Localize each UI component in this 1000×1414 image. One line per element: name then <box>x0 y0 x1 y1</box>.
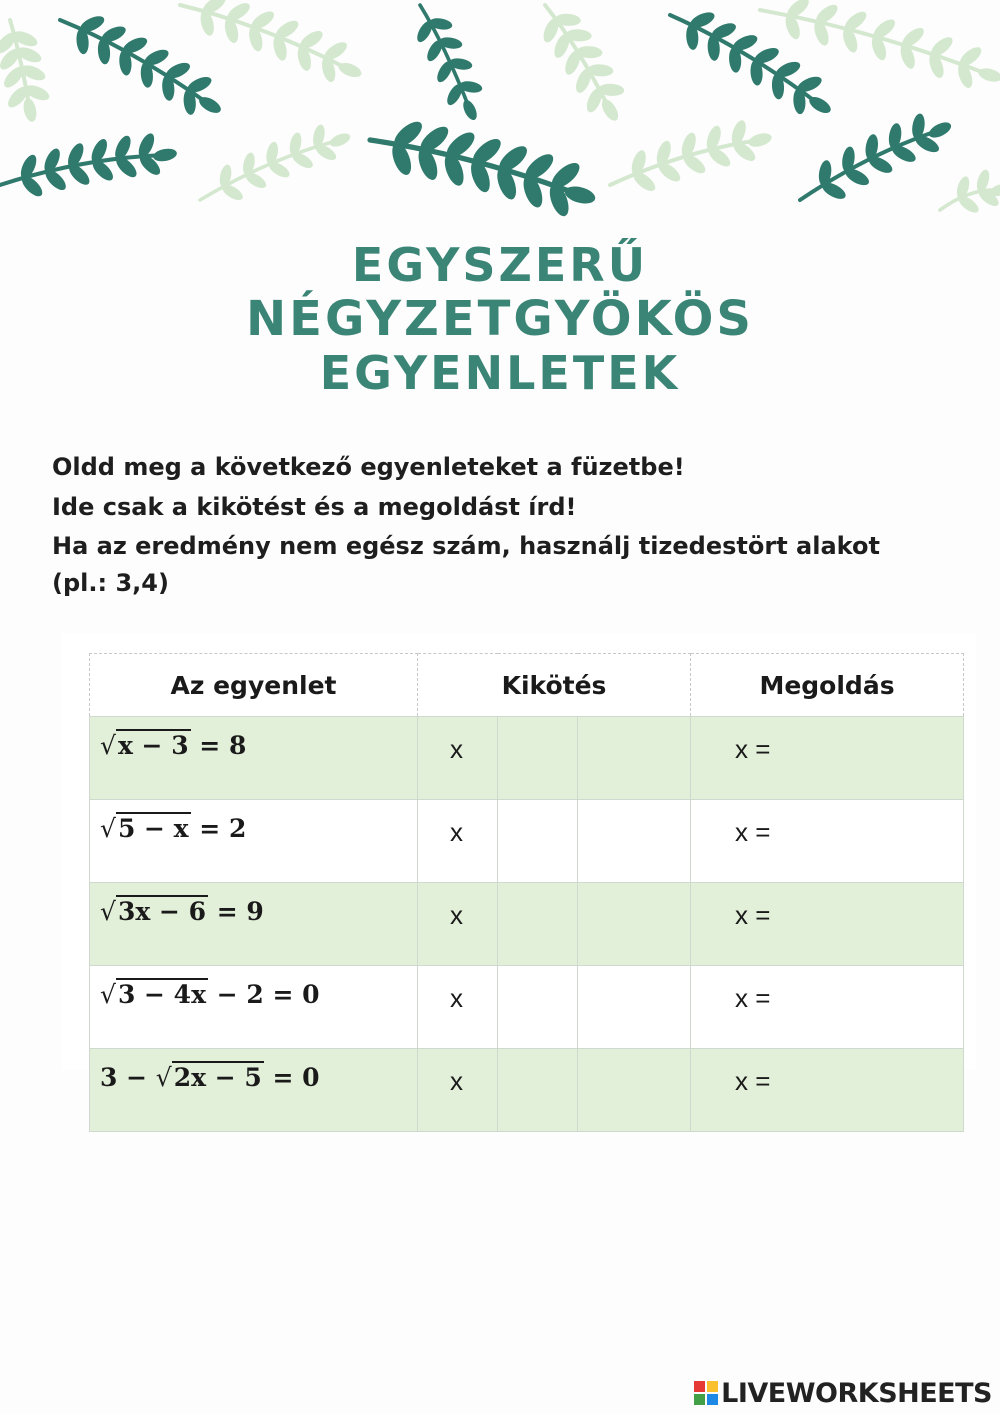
equations-table <box>89 653 964 1132</box>
condition-operator-input[interactable] <box>498 717 578 800</box>
table-row <box>90 800 964 883</box>
table-row <box>90 717 964 800</box>
equation-cell <box>90 1049 418 1132</box>
sqrt-symbol: √ <box>100 897 116 926</box>
condition-variable: x <box>418 883 498 966</box>
condition-value-input[interactable] <box>578 1049 691 1132</box>
leaf <box>955 61 975 90</box>
leaf <box>546 182 572 219</box>
equation-radicand: 2x − 5 <box>173 1063 262 1092</box>
equation-suffix: = 9 <box>208 897 264 926</box>
equation-cell <box>90 717 418 800</box>
condition-value-input[interactable] <box>578 883 691 966</box>
condition-value-input[interactable] <box>578 717 691 800</box>
instruction-line-3: Ha az eredmény nem egész szám, használj tizedestört alakot <box>52 532 880 560</box>
title-line-2: NÉGYZETGYÖKÖS <box>245 291 754 347</box>
sqrt-symbol: √ <box>100 980 116 1009</box>
leaf <box>328 131 352 149</box>
leaf <box>295 44 313 72</box>
condition-variable: x <box>418 966 498 1049</box>
table-header-row <box>90 654 964 717</box>
equation-cell <box>90 883 418 966</box>
equation-radicand: 3x − 6 <box>117 897 206 926</box>
equation-suffix: = 0 <box>263 1063 320 1092</box>
brand-name: LIVEWORKSHEETS <box>721 1377 992 1409</box>
liveworksheets-logo-icon <box>694 1381 718 1405</box>
solution-input[interactable]: x = <box>691 1049 964 1132</box>
condition-operator-input[interactable] <box>498 1049 578 1132</box>
equation-suffix: = 8 <box>190 731 247 760</box>
sqrt-symbol: √ <box>100 731 116 760</box>
page-title <box>0 238 1000 400</box>
leaf <box>927 119 954 140</box>
solution-input[interactable]: x = <box>691 883 964 966</box>
leaf <box>460 98 479 122</box>
leaf <box>977 66 1000 84</box>
leaf <box>493 165 519 202</box>
equation-suffix: = 2 <box>190 814 247 843</box>
table-row <box>90 883 964 966</box>
equation-cell <box>90 800 418 883</box>
leaf <box>320 55 338 83</box>
leaf <box>747 131 773 149</box>
condition-variable: x <box>418 800 498 883</box>
equation-radicand: 5 − x <box>117 814 189 843</box>
solution-input[interactable]: x = <box>691 800 964 883</box>
table-row <box>90 966 964 1049</box>
condition-value-input[interactable] <box>578 800 691 883</box>
leaf-decoration <box>0 0 1000 230</box>
sqrt-symbol: √ <box>100 814 116 843</box>
equation-radicand: x − 3 <box>117 731 189 760</box>
leaf <box>927 51 947 80</box>
header-equation: Az egyenlet <box>90 654 418 717</box>
condition-operator-input[interactable] <box>498 800 578 883</box>
instruction-line-2: Ide csak a kikötést és a megoldást írd! <box>52 492 577 521</box>
sqrt-symbol: √ <box>155 1063 172 1092</box>
equation-radicand: 3 − 4x <box>117 980 206 1009</box>
equation-prefix: 3 − <box>100 1063 156 1092</box>
condition-operator-input[interactable] <box>498 883 578 966</box>
brand <box>694 1377 992 1409</box>
leaf <box>152 147 178 163</box>
solution-input[interactable]: x = <box>691 966 964 1049</box>
leaf <box>22 97 39 123</box>
title-line-3: EGYENLETEK <box>319 346 681 400</box>
condition-value-input[interactable] <box>578 966 691 1049</box>
condition-operator-input[interactable] <box>498 966 578 1049</box>
equation-suffix: − 2 = 0 <box>208 980 320 1009</box>
equation-cell <box>90 966 418 1049</box>
condition-variable: x <box>418 717 498 800</box>
header-condition: Kikötés <box>418 654 691 717</box>
leaf <box>599 97 622 124</box>
instruction-line-4: (pl.: 3,4) <box>52 568 169 597</box>
title-line-1: EGYSZERŰ <box>351 238 649 292</box>
instruction-line-1: Oldd meg a következő egyenleteket a füzetbe! <box>52 453 685 481</box>
instructions <box>52 448 952 599</box>
leaf <box>520 173 546 210</box>
condition-variable: x <box>418 1049 498 1132</box>
header-solution: Megoldás <box>691 654 964 717</box>
table-row <box>90 1049 964 1132</box>
solution-input[interactable]: x = <box>691 717 964 800</box>
